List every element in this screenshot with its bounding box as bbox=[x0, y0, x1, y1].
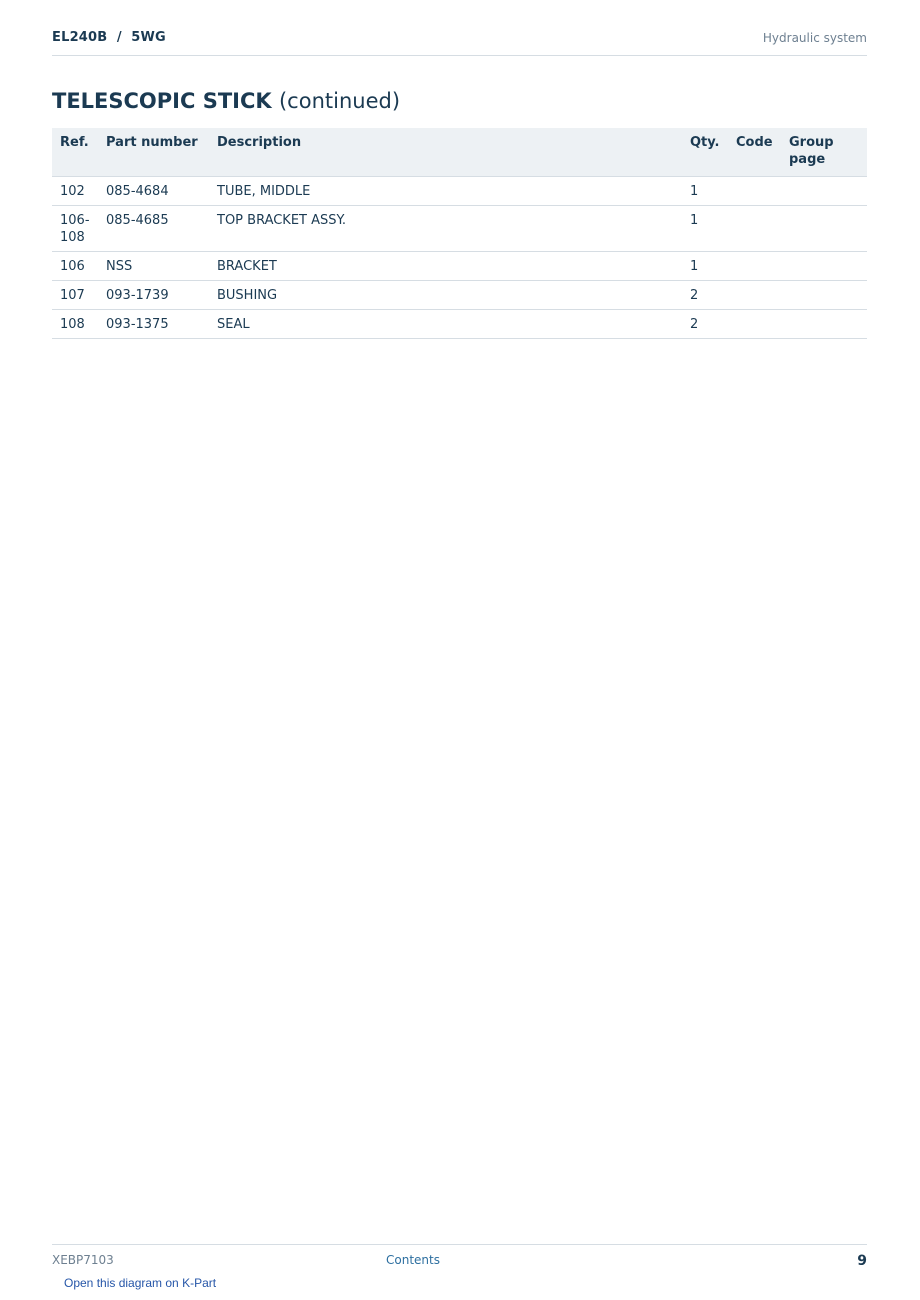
parts-table-body bbox=[52, 177, 867, 339]
document-id: XEBP7103 bbox=[52, 1253, 114, 1267]
table-row bbox=[52, 310, 867, 339]
cell-ref: 106 bbox=[52, 252, 98, 281]
cell-description: TOP BRACKET ASSY. bbox=[209, 206, 682, 252]
cell-description: BUSHING bbox=[209, 281, 682, 310]
table-row bbox=[52, 252, 867, 281]
cell-description: BRACKET bbox=[209, 252, 682, 281]
cell-part-number: 093-1375 bbox=[98, 310, 209, 339]
col-part-number: Part number bbox=[98, 128, 209, 177]
cell-description: TUBE, MIDDLE bbox=[209, 177, 682, 206]
title-main: TELESCOPIC STICK bbox=[52, 89, 272, 113]
cell-description: SEAL bbox=[209, 310, 682, 339]
page-number: 9 bbox=[857, 1253, 867, 1269]
cell-qty: 1 bbox=[682, 177, 728, 206]
cell-ref: 107 bbox=[52, 281, 98, 310]
cell-qty: 2 bbox=[682, 281, 728, 310]
table-row bbox=[52, 206, 867, 252]
cell-qty: 2 bbox=[682, 310, 728, 339]
cell-part-number: 085-4685 bbox=[98, 206, 209, 252]
page-footer bbox=[52, 1244, 867, 1275]
section-name: Hydraulic system bbox=[762, 31, 867, 45]
cell-part-number: 085-4684 bbox=[98, 177, 209, 206]
parts-table bbox=[52, 128, 867, 339]
col-ref: Ref. bbox=[52, 128, 98, 177]
cell-code bbox=[728, 206, 781, 252]
cell-group-page bbox=[781, 310, 867, 339]
cell-code bbox=[728, 177, 781, 206]
cell-qty: 1 bbox=[682, 252, 728, 281]
title-suffix: (continued) bbox=[278, 89, 401, 113]
col-description: Description bbox=[209, 128, 682, 177]
cell-group-page bbox=[781, 206, 867, 252]
cell-code bbox=[728, 281, 781, 310]
table-row bbox=[52, 177, 867, 206]
machine-model: EL240B / 5WG bbox=[52, 30, 166, 45]
col-group-page: Group page bbox=[781, 128, 867, 177]
cell-group-page bbox=[781, 252, 867, 281]
kpart-link[interactable]: Open this diagram on K-Part bbox=[64, 1276, 217, 1290]
cell-part-number: 093-1739 bbox=[98, 281, 209, 310]
cell-ref: 106-108 bbox=[52, 206, 98, 252]
cell-group-page bbox=[781, 177, 867, 206]
header-row bbox=[52, 128, 867, 177]
page-title bbox=[52, 89, 400, 113]
page-header bbox=[52, 28, 867, 56]
table-row bbox=[52, 281, 867, 310]
contents-link[interactable]: Contents bbox=[386, 1253, 440, 1267]
parts-table-header bbox=[52, 128, 867, 177]
col-code: Code bbox=[728, 128, 781, 177]
cell-ref: 108 bbox=[52, 310, 98, 339]
cell-part-number: NSS bbox=[98, 252, 209, 281]
cell-group-page bbox=[781, 281, 867, 310]
cell-code bbox=[728, 310, 781, 339]
cell-code bbox=[728, 252, 781, 281]
cell-qty: 1 bbox=[682, 206, 728, 252]
cell-ref: 102 bbox=[52, 177, 98, 206]
col-qty: Qty. bbox=[682, 128, 728, 177]
